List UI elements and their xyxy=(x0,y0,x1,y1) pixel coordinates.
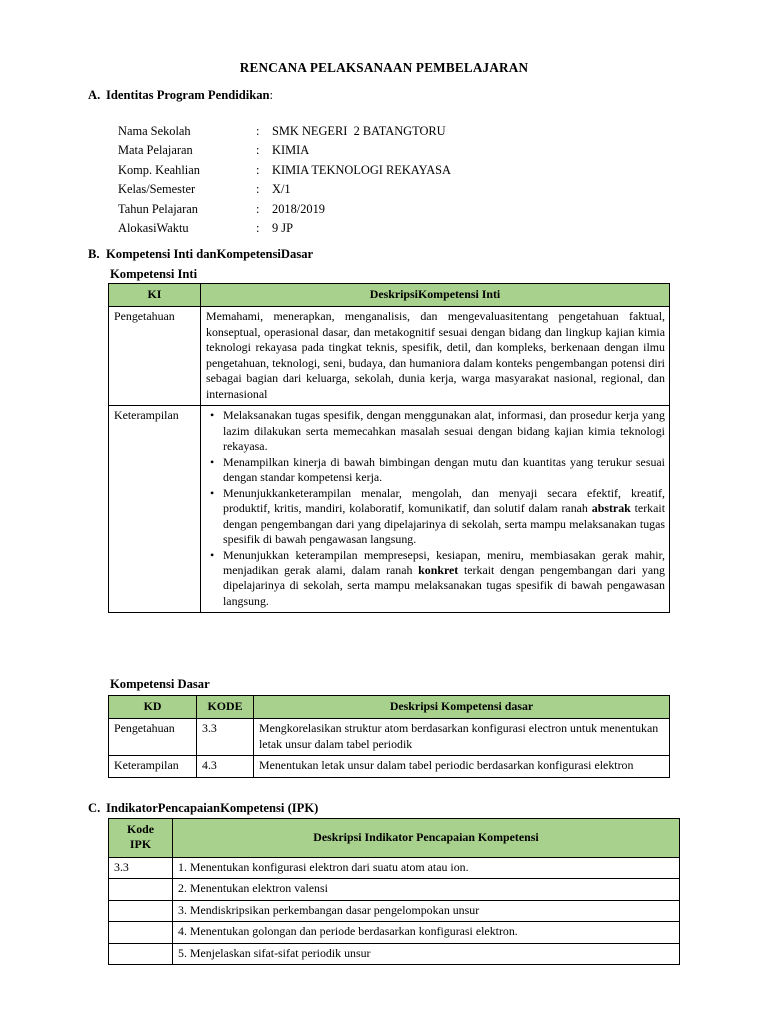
kd-description: Mengkorelasikan struktur atom berdasarkan konfigurasi electron untuk menentukan letak unsur dalam tabel periodik xyxy=(254,719,670,756)
kompetensi-inti-table xyxy=(108,283,670,613)
identity-row xyxy=(118,143,451,162)
ipk-description: 4. Menentukan golongan dan periode berdasarkan konfigurasi elektron. xyxy=(173,922,680,943)
identity-value: X/1 xyxy=(272,182,291,197)
table-row xyxy=(109,719,670,756)
identity-colon: : xyxy=(256,220,260,235)
kd-description: Menentukan letak unsur dalam tabel periodic berdasarkan konfigurasi elektron xyxy=(254,756,670,777)
section-b-title: Kompetensi Inti danKompetensiDasar xyxy=(106,247,314,261)
identity-value: 2018/2019 xyxy=(272,201,326,216)
kode-ipk-line1: Kode xyxy=(126,822,155,836)
identity-colon: : xyxy=(256,182,260,197)
kd-code: 4.3 xyxy=(197,756,254,777)
kode-ipk-line2: IPK xyxy=(129,837,152,852)
keterampilan-bullet-list xyxy=(206,408,665,609)
ki-pengetahuan-label: Pengetahuan xyxy=(109,307,201,406)
column-header-deskripsi-ipk: Deskripsi Indikator Pencapaian Kompetensi xyxy=(173,819,680,858)
column-header-kode: KODE xyxy=(197,696,254,719)
bullet-text-after: terkait dengan pengembangan dari yang dipelajarinya di sekolah, serta mampu melaksanakan tugas spesifik di bawah pengawasan langsung. xyxy=(223,562,665,608)
identity-colon: : xyxy=(256,201,260,216)
section-c-title: IndikatorPencapaianKompetensi (IPK) xyxy=(106,801,319,815)
bullet-text-bold: konkret xyxy=(418,562,459,577)
ipk-code xyxy=(109,900,173,921)
ipk-description: 1. Menentukan konfigurasi elektron dari suatu atom atau ion. xyxy=(173,857,680,878)
identity-label: Tahun Pelajaran xyxy=(118,201,198,216)
section-a-title: Identitas Program Pendidikan xyxy=(106,88,270,102)
bullet-text-before: Menampilkan kinerja di bawah bimbingan dengan mutu dan kuantitas yang terukur sesuai dengan standar kompetensi kerja. xyxy=(223,454,665,485)
identity-colon: : xyxy=(256,143,260,158)
list-item xyxy=(223,486,665,548)
list-item xyxy=(223,455,665,486)
table-header-row xyxy=(109,284,670,307)
ki-keterampilan-cell xyxy=(201,406,670,613)
list-item xyxy=(223,548,665,610)
table-row xyxy=(109,756,670,777)
column-header-kd: KD xyxy=(109,696,197,719)
bullet-text-before: Melaksanakan tugas spesifik, dengan menggunakan alat, informasi, dan prosedur kerja yang lazim dilakukan serta memecahkan masalah sesuai dengan bidang kajian kimia teknologi rekayasa. xyxy=(223,408,665,454)
identity-value: KIMIA TEKNOLOGI REKAYASA xyxy=(272,162,451,177)
identity-row xyxy=(118,221,451,240)
ipk-description: 3. Mendiskripsikan perkembangan dasar pengelompokan unsur xyxy=(173,900,680,921)
section-b-heading xyxy=(88,247,313,262)
table-row xyxy=(109,879,680,900)
bullet-text-bold: abstrak xyxy=(591,501,631,516)
column-header-deskripsi-kd: Deskripsi Kompetensi dasar xyxy=(254,696,670,719)
ki-keterampilan-label: Keterampilan xyxy=(109,406,201,613)
identity-colon: : xyxy=(256,124,260,138)
table-row xyxy=(109,900,680,921)
identity-value: 9 JP xyxy=(272,220,294,235)
identity-label: AlokasiWaktu xyxy=(118,220,189,235)
section-a-colon: : xyxy=(269,88,274,102)
kd-level: Pengetahuan xyxy=(109,719,197,756)
ki-pengetahuan-text: Memahami, menerapkan, menganalisis, dan mengevaluasitentang pengetahuan faktual, konseptual, operasional dasar, dan metakognitif sesuai dengan bidang dan lingkup kajian kimia teknologi rekayasa pada tingkat teknis, spesifik, detil, dan kompleks, berkenaan dengan ilmu pengetahuan, teknologi, seni, budaya, dan humaniora dalam konteks pengembangan potensi diri sebagai bagian dari keluarga, sekolah, dunia kerja, warga masyarakat nasional, regional, dan internasional xyxy=(201,307,670,406)
identity-value: KIMIA xyxy=(272,143,310,158)
identity-label: Komp. Keahlian xyxy=(118,162,200,177)
kd-code: 3.3 xyxy=(197,719,254,756)
identity-list xyxy=(118,124,451,240)
ipk-table xyxy=(108,818,680,965)
kompetensi-dasar-table xyxy=(108,695,670,778)
ipk-code xyxy=(109,922,173,943)
bullet-text-before: Menunjukkan keterampilan mempresepsi, kesiapan, meniru, membiasakan gerak mahir, menjadikan gerak alami, dalam ranah xyxy=(223,547,665,577)
identity-label: Mata Pelajaran xyxy=(118,143,193,158)
document-title: RENCANA PELAKSANAAN PEMBELAJARAN xyxy=(239,60,529,75)
identity-colon: : xyxy=(256,162,260,177)
identity-row xyxy=(118,182,451,201)
kompetensi-inti-label: Kompetensi Inti xyxy=(110,267,198,281)
identity-label: Kelas/Semester xyxy=(118,182,196,197)
identity-row xyxy=(118,202,451,221)
column-header-deskripsi-ki: DeskripsiKompetensi Inti xyxy=(201,284,670,307)
table-row xyxy=(109,922,680,943)
table-row xyxy=(109,406,670,613)
column-header-ki: KI xyxy=(109,284,201,307)
column-header-kode-ipk xyxy=(109,819,173,858)
list-item xyxy=(223,408,665,454)
identity-value: SMK NEGERI 2 BATANGTORU xyxy=(272,124,446,138)
ipk-code xyxy=(109,943,173,964)
identity-row xyxy=(118,163,451,182)
table-row xyxy=(109,943,680,964)
ipk-description: 2. Menentukan elektron valensi xyxy=(173,879,680,900)
section-c-letter: C. xyxy=(88,801,101,815)
ipk-description: 5. Menjelaskan sifat-sifat periodik unsur xyxy=(173,943,680,964)
identity-row xyxy=(118,124,451,143)
table-row xyxy=(109,307,670,406)
ipk-code: 3.3 xyxy=(109,857,173,878)
section-c-heading xyxy=(88,801,318,816)
kompetensi-dasar-label: Kompetensi Dasar xyxy=(110,677,210,691)
table-header-row xyxy=(109,696,670,719)
section-a-heading xyxy=(88,88,273,103)
ipk-code xyxy=(109,879,173,900)
bullet-text-after: terkait dengan pengembangan dari yang dipelajarinya di sekolah, serta mampu melaksanakan tugas spesifik di bawah pengawasan langsung. xyxy=(223,501,665,547)
table-header-row xyxy=(109,819,680,858)
identity-label: Nama Sekolah xyxy=(118,124,191,138)
kd-level: Keterampilan xyxy=(109,756,197,777)
section-a-letter: A. xyxy=(88,88,101,102)
table-row xyxy=(109,857,680,878)
bullet-text-before: Menunjukkanketerampilan menalar, mengolah, dan menyaji secara efektif, kreatif, produktif, kritis, mandiri, kolaboratif, komunikatif, dan solutif dalam ranah xyxy=(223,485,665,516)
section-b-letter: B. xyxy=(88,247,100,261)
